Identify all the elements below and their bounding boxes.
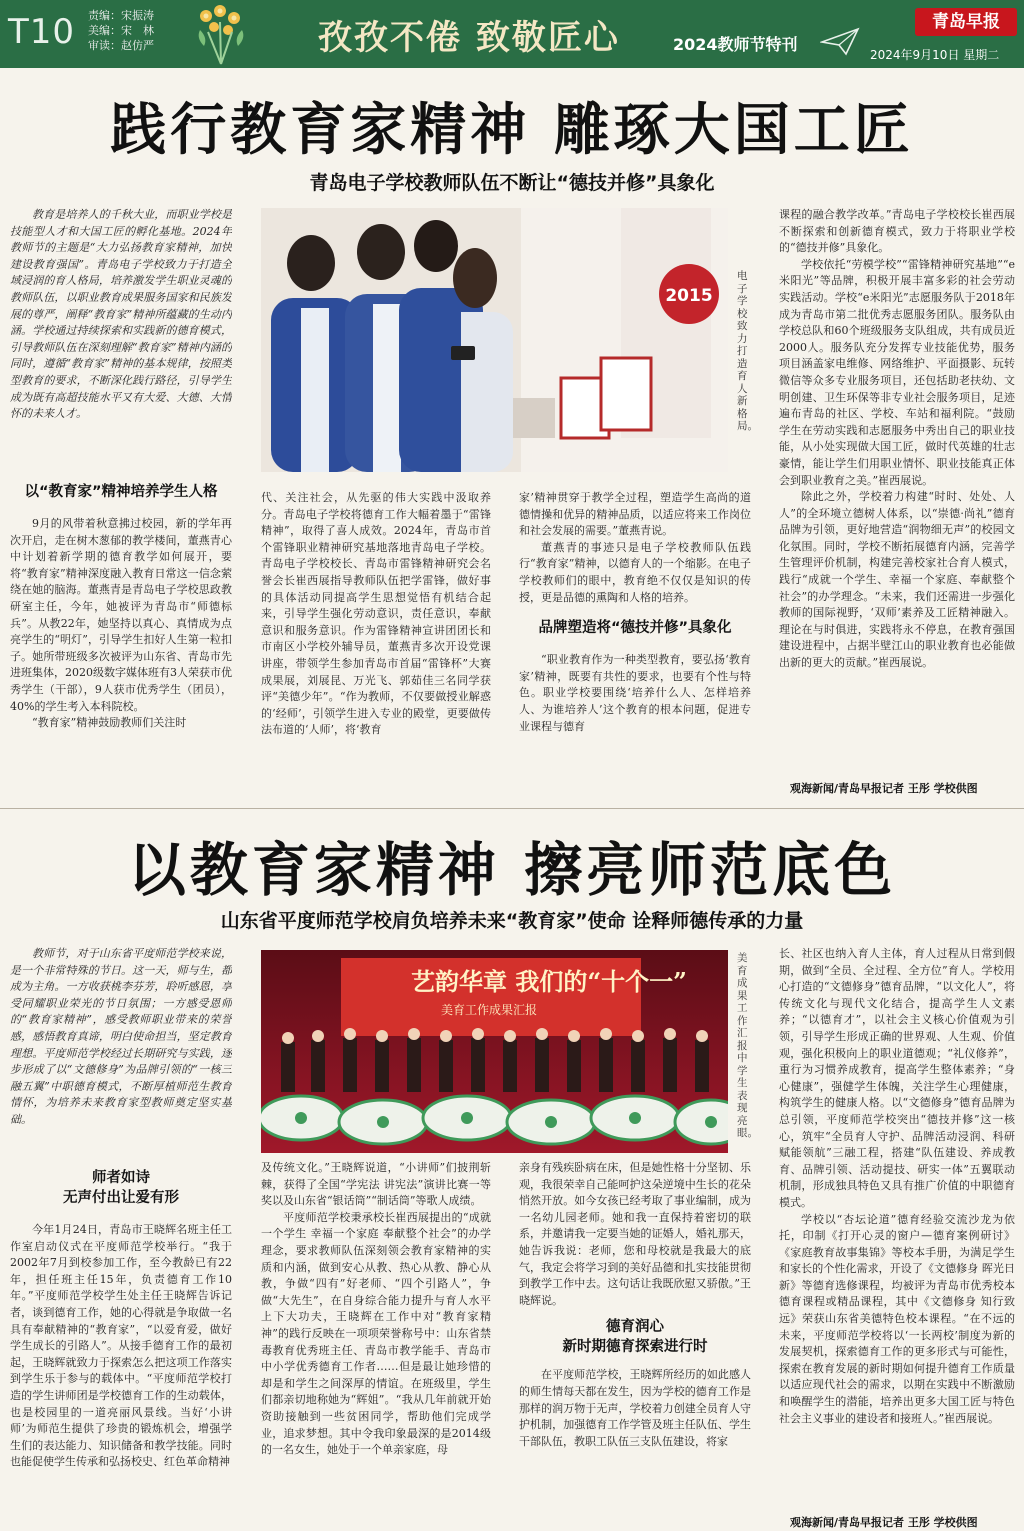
article1-byline: 观海新闻/青岛早报记者 王彤 学校供图 — [790, 782, 978, 795]
article2-title: 以教育家精神 擦亮师范底色 — [127, 836, 897, 904]
body-paragraph: “职业教育作为一种类型教育，要弘扬‘教育家’精神，既要有共性的要求，也要有个性与特色。职业学校要围绕‘培养什么人、怎样培养人、为谁培养人’这个教育的根本问题，促进专业课程与德育 — [519, 653, 751, 733]
article2-byline: 观海新闻/青岛早报记者 王彤 学校供图 — [790, 1516, 978, 1529]
body-paragraph: 除此之外，学校着力构建“时时、处处、人人”的全环境立德树人体系，以“崇德·尚礼”德育品牌为引领，更好地营造“润物细无声”的校园文化氛围。同时，学校不断拓展德育内涵，完善学生管理评价机制，构建完善校家社合育人模式，践行“成就一个学生、幸福一个家庭、奉献整个社会”的办学理念。“未来，我们还需进一步强化教师的国际视野，‘双师’素养及工匠精神融入。理论在与时俱进，实践将永不停息，在教育强国建设进程中，占据半壁江山的职业教育也必能做出新的更大的贡献。”崔西展说。 — [779, 490, 1015, 670]
article1-column-3 — [519, 490, 751, 800]
article2-subhead-1: 师者如诗 — [92, 1170, 150, 1186]
flower-bouquet-icon — [186, 2, 256, 66]
article1-column-2 — [261, 490, 491, 800]
body-paragraph: 学校以“杏坛论道”德育经验交流沙龙为依托，印制《打开心灵的窗户—德育案例研讨》《家庭教育故事集锦》等校本手册，为满足学生和家长的个性化需求，开设了《文德修身 晖光日新》等德育选修课程，均被评为青岛市优秀校本德育课程或精品课程，其中《文德修身 知行致远》荣获山东省美德特色校本课程。“在不远的未来，平度师范学校将以‘一长两校’制度为新的发展契机，探索德育工作的更多形式与可能性，探索在教育发展的新时期如何提升德育工作质量以适应现代社会的需求，以期在实践中不断激励和唤醒学生的潜能，培养出更多大国工匠与特色社会主义事业的建设者和接班人。”崔西展说。 — [779, 1212, 1015, 1425]
students-exhibit-photo — [261, 208, 728, 472]
article1-subhead-2: 品牌塑造将“德技并修”具象化 — [538, 620, 732, 637]
editor-credits — [88, 8, 154, 53]
page-number: T10 — [8, 12, 76, 52]
article2-subtitle: 山东省平度师范学校肩负培养未来“教育家”使命 诠释师德传承的力量 — [220, 910, 804, 932]
article1-title: 践行教育家精神 雕琢大国工匠 — [110, 98, 914, 163]
special-issue-label: 2024教师节特刊 — [673, 35, 798, 54]
article2-column-1 — [10, 1168, 232, 1530]
body-paragraph: 家’精神贯穿于教学全过程，塑造学生高尚的道德情操和优异的精神品质，以适应将来工作岗位和社会发展的需要。”董燕青说。 — [519, 491, 751, 538]
body-paragraph: 平度师范学校秉承校长崔西展提出的“成就一个学生 幸福一个家庭 奉献整个社会”的办学理念，要求教师队伍深刻领会教育家精神的实质和内涵，做到安心从教、热心从教、静心从教，争做“四有”好老师、“四个引路人”，争做“大先生”，在自身综合能力提升与育人水平上下大功夫，王晓辉在工作中对“教育家精神”的践行反映在一项项荣誉称号中：山东省禁毒教育优秀班主任、青岛市教学能手、青岛市中小学优秀德育工作者……但是最让她珍惜的却是和学生之间深厚的情谊。在班级里，学生们都亲切地称她为“辉姐”。“我从几年前就开始资助接触到一些贫困同学，帮助他们完成学业，追求梦想。其中令我印象最深的是2014级的一名女生，她处于一个单亲家庭，母 — [261, 1210, 491, 1457]
article2-photo-caption: 美育成果工作汇报中学生表现亮眼。 — [737, 952, 758, 1139]
editor-line: 美编：宋 林 — [88, 24, 154, 37]
body-paragraph: 学校依托“劳模学校”“雷锋精神研究基地”“e米阳光”等品牌，积极开展丰富多彩的社会劳动实践活动。学校“e米阳光”志愿服务队于2018年成为青岛市第二批优秀志愿服务团队。服务队由学校总队和60个班级服务支队组成，共有成员近2000人。服务队充分发挥专业技能优势，服务项目涵盖家电维修、网络维护、平面摄影、玩转微信等众多专业服务项目，还包括助老扶幼、文明创建、卫生环保等非专业社会服务项目，足迹遍布青岛的社区、学校、车站和福利院。“鼓励学生在劳动实践和志愿服务中秀出自己的职业技能，从小处实现做大国工匠，做时代英雄的壮志豪情，能让学生们用职业情怀、职业技能真正体会到职业教育之美。”崔西展说。 — [779, 257, 1015, 487]
newspaper-logo: 青岛早报 — [915, 8, 1017, 36]
body-paragraph: 代、关注社会，从先驱的伟大实践中汲取养分。青岛电子学校将德育工作大幅着墨于“雷锋精神”，取得了喜人成效。2024年，青岛市首个雷锋职业精神研究基地落地青岛电子学校。青岛电子学校校长、青岛市雷锋精神研究会名誉会长崔西展指导教师队伍把学雷锋，做好事的具体活动同提高学生思想觉悟有机结合起来，引导学生强化劳动意识，责任意识，奉献意识和服务意识。作为雷锋精神宣讲团团长和市南区小学校外辅导员，董燕青多次开设党课讲座，带领学生参加青岛市首届“雷锋杯”大赛成果展，刘展昆、万光飞、郭茹佳三名同学获评“美德少年”。“作为教师，不仅要做授业解惑的‘经师’，引领学生进入专业的殿堂，更要做传法布道的‘人师’，将‘教育 — [261, 491, 491, 737]
article2-subhead-1b: 无声付出让爱有形 — [63, 1190, 179, 1206]
article2-subhead-2b: 新时期德育探索进行时 — [562, 1339, 708, 1356]
article1-column-4 — [779, 207, 1015, 777]
editor-line: 责编：宋振涛 — [88, 9, 154, 22]
article2-column-3 — [519, 1160, 751, 1530]
body-paragraph: 课程的融合教学改革。”青岛电子学校校长崔西展不断探索和创新德育模式，致力于将职业学校的“德技并修”具象化。 — [779, 208, 1015, 255]
article2-intro — [10, 946, 232, 1164]
paper-plane-icon — [820, 26, 860, 56]
article2-subhead-2: 德育润心 — [606, 1319, 664, 1336]
intro-paragraph: 教师节，对于山东省平度师范学校来说，是一个非常特殊的节日。这一天，师与生，都成为主角。一方收获桃李芬芳，聆听感恩，享受同耀职业荣光的节日氛围；一方感受恩师的“教育家精神”，感受教师职业带来的荣誉感，感悟教育真谛，明白使命担当，坚定教育理想。平度师范学校经过长期研究与实践，逐步形成了以“文德修身”为品牌引领的“一核三融五翼”中职德育模式，不断厚植师范生教育情怀，为培养未来教育家型教师奠定坚实基础。 — [10, 947, 232, 1126]
body-paragraph: 亲身有残疾卧病在床，但是她性格十分坚韧、乐观，我很荣幸自己能呵护这朵逆境中生长的花朵悄然开放。如今女孩已经考取了事业编制，成为一名幼儿园老师。她和我一直保持着密切的联系，并邀请我一定要当她的证婚人，婚礼那天，她告诉我说：老师，您和母校就是我最大的底气，我定会将学习到的美好品德和扎实技能贯彻到教学工作中去。这句话让我既欣慰又骄傲。”王晓辉说。 — [519, 1161, 751, 1307]
body-paragraph: 及传统文化。”王晓辉说道，“小讲师”们披荆斩棘，获得了全国“学宪法 讲宪法”演讲比赛一等奖以及山东省“银话筒”“制话筒”等歌人成绩。 — [261, 1161, 491, 1208]
body-paragraph: “教育家”精神鼓励教师们关注时 — [32, 716, 187, 730]
body-paragraph: 在平度师范学校，王晓辉所经历的如此感人的师生情每天都在发生，因为学校的德育工作是那样的润万物于无声，学校着力创建全员育人守护机制，加强德育工作学管及班主任队伍、学生干部队伍，教职工队伍三支队伍建设，将家 — [519, 1368, 751, 1448]
article2-column-2 — [261, 1160, 491, 1530]
article2-photo — [261, 950, 728, 1153]
body-paragraph: 今年1月24日，青岛市王晓辉名班主任工作室启动仪式在平度师范学校举行。“我于2002年7月到校参加工作，至今教龄已有22年，担任班主任15年，负责德育工作10年。”平度师范学校学生处主任王晓辉告诉记者，谈到德育工作，她的心得就是争取做一名具有奉献精神的“教育家”，“以爱育爱，做好学生成长的引路人”。从接手德育工作的最初起，王晓辉就致力于探索怎么把这项工作落实到学生乐于参与的载体中。“平度师范学校打造的学生讲师团是学校德育工作的生动载体，也是校园里的一道亮丽风景线。当好‘小讲师’为师范生提供了珍贵的锻炼机会，增强学生们的表达能力、知识储备和教学技能。同时也能促使学生传承和弘扬校史、红色革命精神 — [10, 1223, 232, 1469]
stage-banner-title: 艺韵华章 我们的“十个一” — [411, 967, 687, 996]
article1-subhead-1: 以“教育家”精神培养学生人格 — [24, 484, 218, 500]
issue-date: 2024年9月10日 星期二 — [870, 48, 1000, 62]
body-paragraph: 9月的风带着秋意拂过校园，新的学年再次开启，走在树木葱郁的教学楼间，董燕青心中计划着新学期的德育教学如何展开，要将“教育家”精神深度融入教育日常这一信念萦绕在她的脑海。董燕青是青岛电子学校思政教研室主任，今年，她被评为青岛市“师德标兵”。从教22年，她坚持以真心、真情成为点亮学生的“明灯”，引导学生扣好人生第一粒扣子。她所带班级多次被评为山东省、青岛市先进班集体，2020级数字媒体班有3人荣获市优秀学生（干部），9人获市优秀学生（团员），40%的学生考入本科院校。 — [10, 517, 232, 713]
page-masthead — [0, 0, 1024, 68]
intro-paragraph: 教育是培养人的千秋大业，而职业学校是技能型人才和大国工匠的孵化基地。2024年教师节的主题是“大力弘扬教育家精神，加快建设教育强国”。青岛电子学校致力于打造全域浸润的育人格局，培养激发学生职业灵魂的教师队伍，以职业教育成果服务国家和民族发展的尊严，阐释“教育家”精神所蕴藏的生动内涵。学校通过持续探索和实践新的德育模式，引导教师队伍在深刻理解“教育家”精神内涵的同时，遵循“教育家”精神的基本规律，按照类型教育的要求，不断深化践行路径，引导学生成为既有高超技能水平又有大爱、大德、大情怀的未来人才。 — [10, 208, 232, 421]
stage-performance-photo — [261, 950, 728, 1153]
special-issue-slogan: 孜孜不倦 致敬匠心 — [318, 18, 620, 58]
photo-year-label: 2015 — [665, 286, 713, 306]
article2-column-4 — [779, 946, 1015, 1512]
section-divider — [0, 808, 1024, 809]
article1-photo — [261, 208, 728, 472]
editor-line: 审读：赵仿严 — [88, 39, 154, 52]
article1-subtitle: 青岛电子学校教师队伍不断让“德技并修”具象化 — [309, 172, 715, 194]
body-paragraph: 长、社区也纳入育人主体，育人过程从日常到假期，做到“全员、全过程、全方位”育人。学校用心打造的“文德修身”德育品牌，“以文化人”，将传统文化与现代文化结合，提高学生人文素养；“以德育才”，以社会主义核心价值观为引领，引导学生形成正确的世界观、人生观、价值观，强化积极向上的职业道德观；“礼仪修养”，重行为习惯养成教育，提高学生整体素养；“身心健康”，强健学生体魄，关注学生心理健康，构筑学生的健康人格。以“文德修身”德育品牌为总引领，平度师范学校突出“德技并修”这一核心，筑牢“全员育人守护、品牌活动浸润、科研赋能领航”三融工程，搭建“队伍建设、养成教育、品牌引领、活动提技、研实一体”五翼联动机制，形成独具特色又具有推广价值的中职德育模式。 — [779, 947, 1015, 1209]
article1-photo-caption: 电子学校致力打造育人新格局。 — [737, 270, 758, 432]
stage-banner-subtitle: 美育工作成果汇报 — [441, 1003, 538, 1017]
article1-intro — [10, 207, 232, 472]
body-paragraph: 董燕青的事迹只是电子学校教师队伍践行“教育家”精神，以德育人的一个缩影。在电子学校教师们的眼中，教育绝不仅仅是知识的传授，更是品德的熏陶和人格的培养。 — [519, 540, 751, 604]
article1-column-1 — [10, 480, 232, 800]
